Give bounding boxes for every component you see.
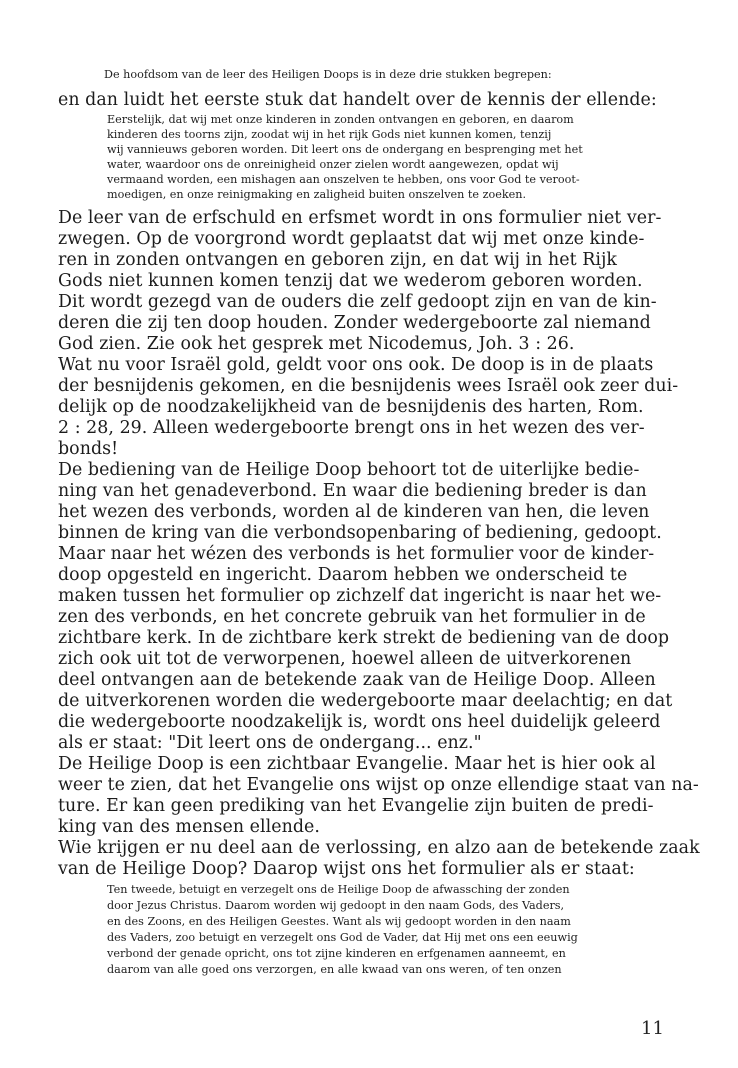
text-line: der besnijdenis gekomen, en die besnijdenis wees Israël ook zeer dui- [58, 376, 679, 396]
text-line: Gods niet kunnen komen tenzij dat we wederom geboren worden. [58, 271, 643, 291]
text-line: ren in zonden ontvangen en geboren zijn, en dat wij in het Rijk [58, 250, 618, 270]
quote-line: moedigen, en onze reinigmaking en zaligheid buiten onszelven te zoeken. [107, 188, 527, 201]
text-line: maken tussen het formulier op zichzelf dat ingericht is naar het we- [58, 586, 662, 606]
text-line: die wedergeboorte noodzakelijk is, wordt ons heel duidelijk geleerd [58, 712, 661, 732]
quote-line: Ten tweede, betuigt en verzegelt ons de Heilige Doop de afwassching der zonden [107, 883, 570, 896]
quote-line: daarom van alle goed ons verzorgen, en alle kwaad van ons weren, of ten onzen [107, 963, 562, 976]
quote-line: Eerstelijk, dat wij met onze kinderen in zonden ontvangen en geboren, en daarom [107, 113, 574, 126]
text-line: De leer van de erfschuld en erfsmet wordt in ons formulier niet ver- [58, 208, 662, 228]
text-line: deren die zij ten doop houden. Zonder wedergeboorte zal niemand [58, 313, 651, 333]
text-line: Dit wordt gezegd van de ouders die zelf gedoopt zijn en van de kin- [58, 292, 657, 312]
text-line: zwegen. Op de voorgrond wordt geplaatst dat wij met onze kinde- [58, 229, 645, 249]
text-line: binnen de kring van die verbondsopenbaring of bediening, gedoopt. [58, 523, 662, 543]
text-line: bonds! [58, 439, 119, 459]
text-line: king van des mensen ellende. [58, 817, 320, 837]
quote-line: des Vaders, zoo betuigt en verzegelt ons God de Vader, dat Hij met ons een eeuwig [107, 931, 578, 944]
text-line: ture. Er kan geen prediking van het Evangelie zijn buiten de predi- [58, 796, 654, 816]
text-line: en dan luidt het eerste stuk dat handelt over de kennis der ellende: [58, 90, 657, 110]
quote-line: kinderen des toorns zijn, zoodat wij in het rijk Gods niet kunnen komen, tenzij [107, 128, 552, 141]
page-number: 11 [641, 1018, 664, 1039]
text-line: Wie krijgen er nu deel aan de verlossing, en alzo aan de betekende zaak [58, 838, 700, 858]
quote-line: en des Zoons, en des Heiligen Geestes. Want als wij gedoopt worden in den naam [107, 915, 571, 928]
quote-line: verbond der genade opricht, ons tot zijne kinderen en erfgenamen aanneemt, en [107, 947, 566, 960]
text-line: ning van het genadeverbond. En waar die bediening breder is dan [58, 481, 647, 501]
text-line: deel ontvangen aan de betekende zaak van de Heilige Doop. Alleen [58, 670, 656, 690]
text-line: doop opgesteld en ingericht. Daarom hebben we onderscheid te [58, 565, 628, 585]
text-line: zich ook uit tot de verworpenen, hoewel alleen de uitverkorenen [58, 649, 632, 669]
text-line: het wezen des verbonds, worden al de kinderen van hen, die leven [58, 502, 650, 522]
text-line: Wat nu voor Israël gold, geldt voor ons ook. De doop is in de plaats [58, 355, 654, 375]
text-line: van de Heilige Doop? Daarop wijst ons het formulier als er staat: [58, 859, 635, 879]
text-line: Maar naar het wézen des verbonds is het formulier voor de kinder- [58, 544, 655, 564]
quote-line: water, waardoor ons de onreinigheid onzer zielen wordt aangewezen, opdat wij [107, 158, 559, 171]
text-line: als er staat: "Dit leert ons de ondergang... enz." [58, 733, 482, 753]
text-line: de uitverkorenen worden die wedergeboorte maar deelachtig; en dat [58, 691, 673, 711]
text-line: De bediening van de Heilige Doop behoort tot de uiterlijke bedie- [58, 460, 640, 480]
text-line: God zien. Zie ook het gesprek met Nicodemus, Joh. 3 : 26. [58, 334, 575, 354]
text-line: delijk op de noodzakelijkheid van de besnijdenis des harten, Rom. [58, 397, 644, 417]
quote-intro-line: De hoofdsom van de leer des Heiligen Doops is in deze drie stukken begrepen: [104, 68, 552, 81]
quote-line: vermaand worden, een mishagen aan onszelven te hebben, ons voor God te veroot- [107, 173, 580, 186]
text-line: zen des verbonds, en het concrete gebruik van het formulier in de [58, 607, 646, 627]
text-line: De Heilige Doop is een zichtbaar Evangelie. Maar het is hier ook al [58, 754, 656, 774]
text-line: 2 : 28, 29. Alleen wedergeboorte brengt ons in het wezen des ver- [58, 418, 645, 438]
quote-line: door Jezus Christus. Daarom worden wij gedoopt in den naam Gods, des Vaders, [107, 899, 565, 912]
text-line: weer te zien, dat het Evangelie ons wijst op onze ellendige staat van na- [58, 775, 699, 795]
quote-line: wij vannieuws geboren worden. Dit leert ons de ondergang en besprenging met het [107, 143, 583, 156]
text-line: zichtbare kerk. In de zichtbare kerk strekt de bediening van de doop [58, 628, 670, 648]
